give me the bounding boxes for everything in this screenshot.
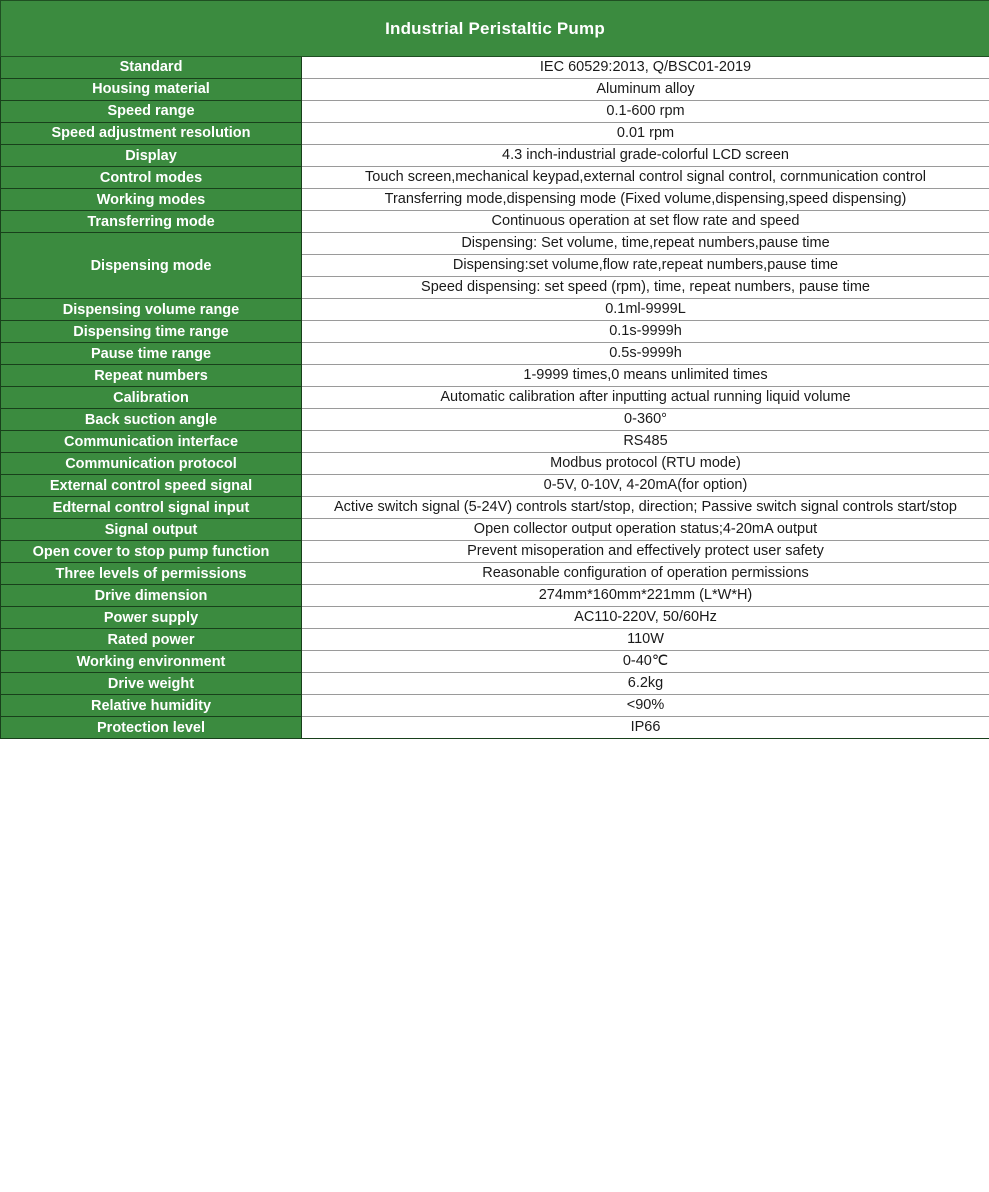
- row-label: Dispensing time range: [1, 321, 302, 343]
- row-value: Speed dispensing: set speed (rpm), time, repeat numbers, pause time: [302, 277, 989, 299]
- row-label: Repeat numbers: [1, 365, 302, 387]
- row-value: Active switch signal (5-24V) controls start/stop, direction; Passive switch signal controls start/stop: [302, 497, 989, 519]
- table-row: [1, 607, 989, 629]
- row-value: 0.01 rpm: [302, 123, 989, 145]
- row-value: 6.2kg: [302, 673, 989, 695]
- table-row: [1, 475, 989, 497]
- row-value: 4.3 inch-industrial grade-colorful LCD screen: [302, 145, 989, 167]
- table-row: [1, 629, 989, 651]
- table-row: [1, 497, 989, 519]
- row-label: Housing material: [1, 79, 302, 101]
- row-value: 0-360°: [302, 409, 989, 431]
- row-label: Dispensing mode: [1, 233, 302, 299]
- row-value: RS485: [302, 431, 989, 453]
- table-row: [1, 585, 989, 607]
- row-label: Working environment: [1, 651, 302, 673]
- row-value: 110W: [302, 629, 989, 651]
- row-label: Speed adjustment resolution: [1, 123, 302, 145]
- table-row: [1, 321, 989, 343]
- table-row: [1, 431, 989, 453]
- table-row: [1, 123, 989, 145]
- table-row: [1, 673, 989, 695]
- row-value: <90%: [302, 695, 989, 717]
- row-label: Three levels of permissions: [1, 563, 302, 585]
- row-label: Speed range: [1, 101, 302, 123]
- row-label: Standard: [1, 57, 302, 79]
- table-row: [1, 79, 989, 101]
- row-label: Rated power: [1, 629, 302, 651]
- row-value: 0.1ml-9999L: [302, 299, 989, 321]
- row-value: Touch screen,mechanical keypad,external control signal control, cornmunication control: [302, 167, 989, 189]
- specification-table-body: [1, 1, 989, 57]
- row-value: 0-5V, 0-10V, 4-20mA(for option): [302, 475, 989, 497]
- row-label: Communication protocol: [1, 453, 302, 475]
- table-row: [1, 233, 989, 255]
- row-value: 0.1-600 rpm: [302, 101, 989, 123]
- row-label: Relative humidity: [1, 695, 302, 717]
- table-row: [1, 167, 989, 189]
- table-row: [1, 519, 989, 541]
- row-label: Display: [1, 145, 302, 167]
- table-row: [1, 145, 989, 167]
- row-value: IEC 60529:2013, Q/BSC01-2019: [302, 57, 989, 79]
- row-label: Drive dimension: [1, 585, 302, 607]
- row-value: Modbus protocol (RTU mode): [302, 453, 989, 475]
- table-row: [1, 541, 989, 563]
- row-value: Reasonable configuration of operation permissions: [302, 563, 989, 585]
- row-value: 0.5s-9999h: [302, 343, 989, 365]
- row-label: Dispensing volume range: [1, 299, 302, 321]
- row-label: External control speed signal: [1, 475, 302, 497]
- row-label: Communication interface: [1, 431, 302, 453]
- row-value: Prevent misoperation and effectively protect user safety: [302, 541, 989, 563]
- row-value: 1-9999 times,0 means unlimited times: [302, 365, 989, 387]
- row-label: Control modes: [1, 167, 302, 189]
- table-row: [1, 299, 989, 321]
- row-value: Automatic calibration after inputting actual running liquid volume: [302, 387, 989, 409]
- row-value: 274mm*160mm*221mm (L*W*H): [302, 585, 989, 607]
- row-label: Protection level: [1, 717, 302, 739]
- table-row: [1, 453, 989, 475]
- table-row: [1, 717, 989, 739]
- row-value: Transferring mode,dispensing mode (Fixed volume,dispensing,speed dispensing): [302, 189, 989, 211]
- row-label: Pause time range: [1, 343, 302, 365]
- table-row: [1, 101, 989, 123]
- row-label: Open cover to stop pump function: [1, 541, 302, 563]
- specification-rows: [1, 57, 989, 739]
- page-title: Industrial Peristaltic Pump: [1, 1, 989, 57]
- table-row: [1, 189, 989, 211]
- row-label: Power supply: [1, 607, 302, 629]
- table-row: [1, 563, 989, 585]
- row-value: Open collector output operation status;4-20mA output: [302, 519, 989, 541]
- row-value: Continuous operation at set flow rate and speed: [302, 211, 989, 233]
- table-row: [1, 409, 989, 431]
- row-label: Back suction angle: [1, 409, 302, 431]
- row-value: AC110-220V, 50/60Hz: [302, 607, 989, 629]
- row-label: Signal output: [1, 519, 302, 541]
- row-value: 0.1s-9999h: [302, 321, 989, 343]
- table-row: [1, 387, 989, 409]
- row-label: Edternal control signal input: [1, 497, 302, 519]
- row-label: Transferring mode: [1, 211, 302, 233]
- table-row: [1, 211, 989, 233]
- row-label: Working modes: [1, 189, 302, 211]
- row-label: Calibration: [1, 387, 302, 409]
- table-title-row: [1, 1, 989, 57]
- row-value: IP66: [302, 717, 989, 739]
- table-row: [1, 651, 989, 673]
- table-row: [1, 365, 989, 387]
- row-value: Dispensing:set volume,flow rate,repeat numbers,pause time: [302, 255, 989, 277]
- row-value: 0-40℃: [302, 651, 989, 673]
- table-row: [1, 57, 989, 79]
- row-label: Drive weight: [1, 673, 302, 695]
- table-row: [1, 343, 989, 365]
- table-row: [1, 695, 989, 717]
- row-value: Dispensing: Set volume, time,repeat numbers,pause time: [302, 233, 989, 255]
- row-value: Aluminum alloy: [302, 79, 989, 101]
